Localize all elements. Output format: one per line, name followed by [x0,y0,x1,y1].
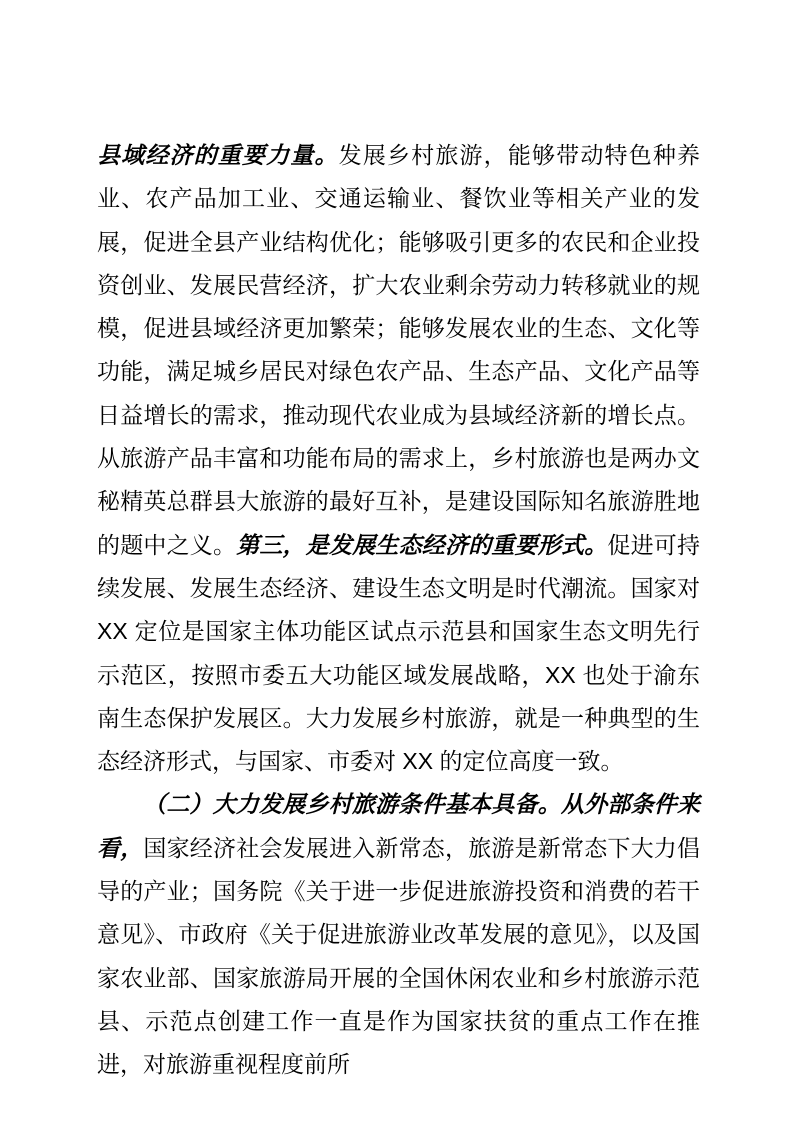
body-run-external-conditions: 国家经济社会发展进入新常态，旅游是新常态下大力倡导的产业；国务院《关于进一步促进旅游投资和消费的若干意见》、市政府《关于促进旅游业改革发展的意见》，以及国家农业部、国家旅游局开展的全国休闲农业和乡村旅游示范县、示范点创建工作一直是作为国家扶贫的重点工作在推进，对旅游重视程度前所 [97,834,701,1078]
paragraph-section-two [97,783,700,1086]
body-run-rural-tourism-benefits: 发展乡村旅游，能够带动特色种养业、农产品加工业、交通运输业、餐饮业等相关产业的发展，促进全县产业结构优化；能够吸引更多的农民和企业投资创业、发展民营经济，扩大农业剩余劳动力转移就业的规模，促进县域经济更加繁荣；能够发展农业的生态、文化等功能，满足城乡居民对绿色农产品、生态产品、文化产品等日益增长的需求，推动现代农业成为县域经济新的增长点。从旅游产品丰富和功能布局的需求上，乡村旅游也是两办文秘精英总群县大旅游的最好互补，是建设国际知名旅游胜地的题中之义。 [97,142,701,558]
emphasis-run-county-economy: 县域经济的重要力量。 [97,143,339,168]
emphasis-run-third-point: 第三，是发展生态经济的重要形式。 [236,532,608,558]
emphasis-run-section-two-heading: （二）大力发展乡村旅游条件基本具备。从外部条件来看， [97,792,700,861]
paragraph-continuation [97,134,700,783]
document-content [97,134,700,1087]
body-run-eco-economy: 促进可持续发展、发展生态经济、建设生态文明是时代潮流。国家对 XX 定位是国家主体功能区试点示范县和国家生态文明先行示范区，按照市委五大功能区域发展战略，XX 也处于渝东南生态保护发展区。大力发展乡村旅游，就是一种典型的生态经济形式，与国家、市委对 XX 的定位高度一致。 [97,531,701,775]
